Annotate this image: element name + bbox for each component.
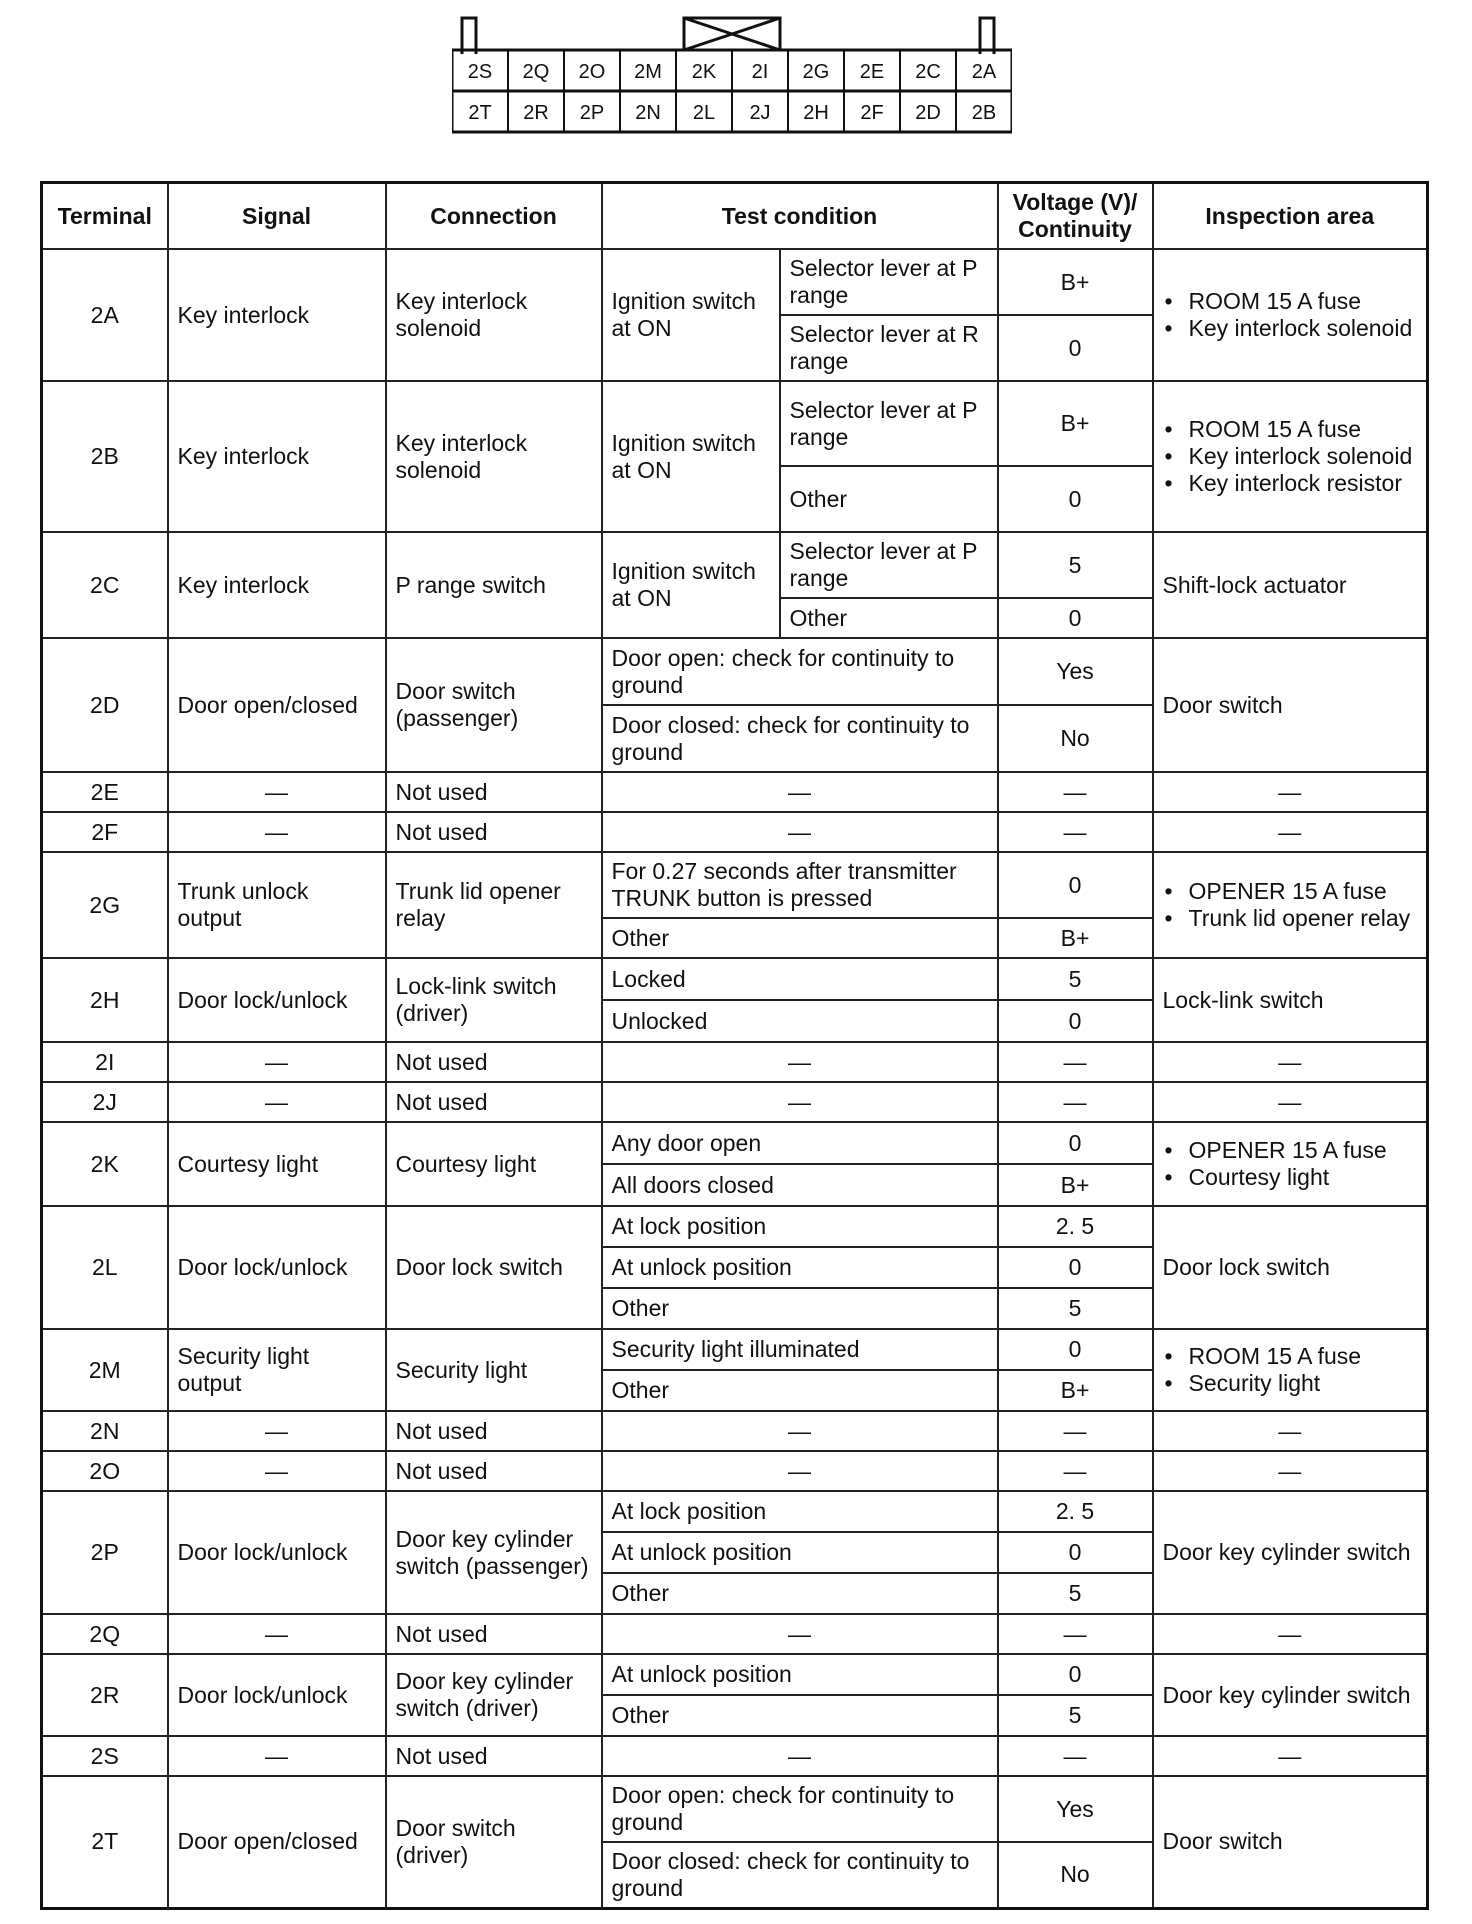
signal-cell: Door open/closed <box>168 1776 386 1908</box>
condition-cell: Door closed: check for continuity to ground <box>602 705 998 772</box>
dash-cell: — <box>998 1082 1153 1122</box>
terminal-cell: 2C <box>42 532 168 638</box>
condition-cell: Door open: check for continuity to ground <box>602 1776 998 1842</box>
condition-cell: Other <box>602 1288 998 1329</box>
connector-pin-label: 2F <box>860 102 884 124</box>
condition-cell: Ignition switch at ON <box>602 249 780 381</box>
connection-cell: Not used <box>386 1451 602 1491</box>
dash-cell: — <box>998 1451 1153 1491</box>
connector-pin-label: 2P <box>579 102 605 124</box>
inspection-item: • Courtesy light <box>1189 1164 1418 1191</box>
inspection-cell <box>1153 1329 1428 1411</box>
connection-cell: Not used <box>386 772 602 812</box>
sub-condition-cell: Selector lever at P range <box>780 381 998 466</box>
connector-pin-label: 2C <box>915 61 941 83</box>
inspection-item: • OPENER 15 A fuse <box>1189 1137 1418 1164</box>
signal-cell: Door open/closed <box>168 638 386 772</box>
condition-cell: Ignition switch at ON <box>602 381 780 532</box>
inspection-item: • Key interlock solenoid <box>1189 443 1418 470</box>
voltage-cell: 2. 5 <box>998 1206 1153 1247</box>
dash-cell: — <box>168 1614 386 1654</box>
connection-cell: Key interlock solenoid <box>386 381 602 532</box>
connector-pin-label: 2J <box>749 102 771 124</box>
inspection-item: • Trunk lid opener relay <box>1189 905 1418 932</box>
inspection-item: • Security light <box>1189 1370 1418 1397</box>
signal-cell: Security light output <box>168 1329 386 1411</box>
connector-pin-label: 2R <box>523 102 549 124</box>
condition-cell: At unlock position <box>602 1247 998 1288</box>
signal-cell: Trunk unlock output <box>168 852 386 958</box>
terminal-cell: 2A <box>42 249 168 381</box>
dash-cell: — <box>168 1082 386 1122</box>
connection-cell: Not used <box>386 1411 602 1451</box>
voltage-cell: 0 <box>998 315 1153 381</box>
voltage-cell: 0 <box>998 852 1153 918</box>
connection-cell: P range switch <box>386 532 602 638</box>
inspection-cell <box>1153 381 1428 532</box>
connection-cell: Door lock switch <box>386 1206 602 1329</box>
condition-cell: Other <box>602 1370 998 1411</box>
table-row <box>42 381 1428 466</box>
terminal-cell: 2L <box>42 1206 168 1329</box>
dash-cell: — <box>998 1042 1153 1082</box>
connection-cell: Courtesy light <box>386 1122 602 1206</box>
voltage-cell: B+ <box>998 1370 1153 1411</box>
voltage-cell: No <box>998 1842 1153 1908</box>
terminal-cell: 2R <box>42 1654 168 1736</box>
terminal-cell: 2Q <box>42 1614 168 1654</box>
sub-condition-cell: Selector lever at P range <box>780 532 998 598</box>
inspection-cell: Lock-link switch <box>1153 958 1428 1042</box>
inspection-item: • OPENER 15 A fuse <box>1189 878 1418 905</box>
header-connection: Connection <box>386 183 602 250</box>
connection-cell: Key interlock solenoid <box>386 249 602 381</box>
inspection-item: • ROOM 15 A fuse <box>1189 1343 1418 1370</box>
connector-pin-label: 2L <box>692 102 716 124</box>
dash-cell: — <box>1153 772 1428 812</box>
table-row <box>42 249 1428 315</box>
dash-cell: — <box>168 1736 386 1776</box>
dash-cell: — <box>998 772 1153 812</box>
condition-cell: At lock position <box>602 1206 998 1247</box>
voltage-cell: 0 <box>998 466 1153 532</box>
dash-cell: — <box>1153 1042 1428 1082</box>
inspection-cell: Door key cylinder switch <box>1153 1654 1428 1736</box>
inspection-cell <box>1153 852 1428 958</box>
inspection-cell: Door switch <box>1153 1776 1428 1908</box>
voltage-cell: 0 <box>998 1654 1153 1695</box>
connection-cell: Not used <box>386 812 602 852</box>
dash-cell: — <box>602 1411 998 1451</box>
terminal-cell: 2D <box>42 638 168 772</box>
connector-pin-label: 2S <box>467 61 493 83</box>
dash-cell: — <box>168 1042 386 1082</box>
terminal-cell: 2S <box>42 1736 168 1776</box>
connector-pin-label: 2T <box>468 102 492 124</box>
terminal-cell: 2N <box>42 1411 168 1451</box>
connection-cell: Lock-link switch (driver) <box>386 958 602 1042</box>
condition-cell: Unlocked <box>602 1000 998 1042</box>
header-voltage: Voltage (V)/ Continuity <box>998 183 1153 250</box>
connection-cell: Trunk lid opener relay <box>386 852 602 958</box>
inspection-item: • ROOM 15 A fuse <box>1189 416 1418 443</box>
table-row <box>42 1122 1428 1164</box>
dash-cell: — <box>998 1736 1153 1776</box>
condition-cell: Other <box>602 1695 998 1736</box>
voltage-cell: B+ <box>998 381 1153 466</box>
voltage-cell: B+ <box>998 918 1153 958</box>
inspection-item: • Key interlock solenoid <box>1189 315 1418 342</box>
dash-cell: — <box>602 1451 998 1491</box>
voltage-cell: 0 <box>998 1122 1153 1164</box>
sub-condition-cell: Selector lever at R range <box>780 315 998 381</box>
terminal-cell: 2T <box>42 1776 168 1908</box>
condition-cell: Other <box>602 918 998 958</box>
inspection-cell: Door switch <box>1153 638 1428 772</box>
dash-cell: — <box>168 1451 386 1491</box>
table-row <box>42 1042 1428 1082</box>
connector-pin-label: 2N <box>635 102 661 124</box>
sub-condition-cell: Other <box>780 598 998 638</box>
terminal-cell: 2P <box>42 1491 168 1614</box>
dash-cell: — <box>1153 1614 1428 1654</box>
header-test-condition: Test condition <box>602 183 998 250</box>
terminal-cell: 2H <box>42 958 168 1042</box>
dash-cell: — <box>602 1042 998 1082</box>
table-row <box>42 532 1428 598</box>
table-row <box>42 1776 1428 1842</box>
voltage-cell: 2. 5 <box>998 1491 1153 1532</box>
condition-cell: Door closed: check for continuity to ground <box>602 1842 998 1908</box>
connector-diagram <box>452 14 1012 134</box>
connection-cell: Door switch (passenger) <box>386 638 602 772</box>
voltage-cell: 5 <box>998 1695 1153 1736</box>
connector-pin-label: 2E <box>859 61 885 83</box>
voltage-cell: B+ <box>998 249 1153 315</box>
terminal-cell: 2B <box>42 381 168 532</box>
condition-cell: Security light illuminated <box>602 1329 998 1370</box>
connection-cell: Not used <box>386 1614 602 1654</box>
dash-cell: — <box>1153 1082 1428 1122</box>
dash-cell: — <box>602 1736 998 1776</box>
terminal-cell: 2J <box>42 1082 168 1122</box>
inspection-item: • Key interlock resistor <box>1189 470 1418 497</box>
connector-pin-label: 2I <box>751 61 769 83</box>
inspection-cell <box>1153 249 1428 381</box>
voltage-cell: No <box>998 705 1153 772</box>
condition-cell: At unlock position <box>602 1654 998 1695</box>
condition-cell: Any door open <box>602 1122 998 1164</box>
table-row <box>42 1206 1428 1247</box>
condition-cell: Door open: check for continuity to ground <box>602 638 998 705</box>
dash-cell: — <box>998 1614 1153 1654</box>
condition-cell: Locked <box>602 958 998 1000</box>
condition-cell: Ignition switch at ON <box>602 532 780 638</box>
dash-cell: — <box>602 1082 998 1122</box>
sub-condition-cell: Other <box>780 466 998 532</box>
terminal-cell: 2K <box>42 1122 168 1206</box>
connector-pin-label: 2G <box>802 61 830 83</box>
connection-cell: Not used <box>386 1082 602 1122</box>
signal-cell: Key interlock <box>168 249 386 381</box>
dash-cell: — <box>168 772 386 812</box>
inspection-cell: Door key cylinder switch <box>1153 1491 1428 1614</box>
table-row <box>42 852 1428 918</box>
dash-cell: — <box>168 812 386 852</box>
inspection-cell <box>1153 1122 1428 1206</box>
table-row <box>42 1329 1428 1370</box>
header-row <box>42 183 1428 250</box>
connector-pin-label: 2A <box>971 61 997 83</box>
condition-cell: Other <box>602 1573 998 1614</box>
table-row <box>42 1736 1428 1776</box>
signal-cell: Door lock/unlock <box>168 1206 386 1329</box>
connector-pin-label: 2B <box>971 102 997 124</box>
connector-pin-label: 2K <box>691 61 717 83</box>
terminal-cell: 2E <box>42 772 168 812</box>
voltage-cell: Yes <box>998 638 1153 705</box>
table-row <box>42 812 1428 852</box>
dash-cell: — <box>1153 1736 1428 1776</box>
table-row <box>42 1654 1428 1695</box>
connection-cell: Security light <box>386 1329 602 1411</box>
voltage-cell: 0 <box>998 1000 1153 1042</box>
signal-cell: Door lock/unlock <box>168 1654 386 1736</box>
signal-cell: Key interlock <box>168 532 386 638</box>
voltage-cell: 0 <box>998 1329 1153 1370</box>
table-row <box>42 958 1428 1000</box>
dash-cell: — <box>1153 1451 1428 1491</box>
condition-cell: At lock position <box>602 1491 998 1532</box>
voltage-cell: Yes <box>998 1776 1153 1842</box>
terminal-cell: 2I <box>42 1042 168 1082</box>
terminal-cell: 2O <box>42 1451 168 1491</box>
connection-cell: Door key cylinder switch (passenger) <box>386 1491 602 1614</box>
condition-cell: All doors closed <box>602 1164 998 1206</box>
table-row <box>42 1082 1428 1122</box>
connection-cell: Door key cylinder switch (driver) <box>386 1654 602 1736</box>
sub-condition-cell: Selector lever at P range <box>780 249 998 315</box>
dash-cell: — <box>602 772 998 812</box>
table-row <box>42 1614 1428 1654</box>
voltage-cell: 5 <box>998 532 1153 598</box>
table-row <box>42 772 1428 812</box>
table-row <box>42 1451 1428 1491</box>
inspection-cell: Shift-lock actuator <box>1153 532 1428 638</box>
connector-pin-label: 2H <box>803 102 829 124</box>
inspection-item: • ROOM 15 A fuse <box>1189 288 1418 315</box>
dash-cell: — <box>602 1614 998 1654</box>
terminal-cell: 2M <box>42 1329 168 1411</box>
voltage-cell: 0 <box>998 598 1153 638</box>
header-signal: Signal <box>168 183 386 250</box>
dash-cell: — <box>998 812 1153 852</box>
terminal-cell: 2G <box>42 852 168 958</box>
voltage-cell: 5 <box>998 1288 1153 1329</box>
connection-cell: Not used <box>386 1736 602 1776</box>
connector-pin-label: 2Q <box>522 61 550 83</box>
signal-cell: Key interlock <box>168 381 386 532</box>
header-terminal: Terminal <box>42 183 168 250</box>
signal-cell: Door lock/unlock <box>168 1491 386 1614</box>
connection-cell: Not used <box>386 1042 602 1082</box>
header-inspection-area: Inspection area <box>1153 183 1428 250</box>
connection-cell: Door switch (driver) <box>386 1776 602 1908</box>
connector-pin-label: 2O <box>578 61 606 83</box>
connector-pin-label: 2D <box>915 102 941 124</box>
dash-cell: — <box>168 1411 386 1451</box>
inspection-cell: Door lock switch <box>1153 1206 1428 1329</box>
terminal-cell: 2F <box>42 812 168 852</box>
dash-cell: — <box>1153 1411 1428 1451</box>
terminal-table <box>40 181 1429 1910</box>
voltage-cell: 0 <box>998 1247 1153 1288</box>
voltage-cell: 5 <box>998 1573 1153 1614</box>
dash-cell: — <box>998 1411 1153 1451</box>
voltage-cell: 5 <box>998 958 1153 1000</box>
dash-cell: — <box>602 812 998 852</box>
condition-cell: For 0.27 seconds after transmitter TRUNK button is pressed <box>602 852 998 918</box>
dash-cell: — <box>1153 812 1428 852</box>
table-row <box>42 638 1428 705</box>
table-row <box>42 1411 1428 1451</box>
signal-cell: Door lock/unlock <box>168 958 386 1042</box>
connector-pin-label: 2M <box>634 61 662 83</box>
signal-cell: Courtesy light <box>168 1122 386 1206</box>
voltage-cell: B+ <box>998 1164 1153 1206</box>
condition-cell: At unlock position <box>602 1532 998 1573</box>
voltage-cell: 0 <box>998 1532 1153 1573</box>
table-row <box>42 1491 1428 1532</box>
